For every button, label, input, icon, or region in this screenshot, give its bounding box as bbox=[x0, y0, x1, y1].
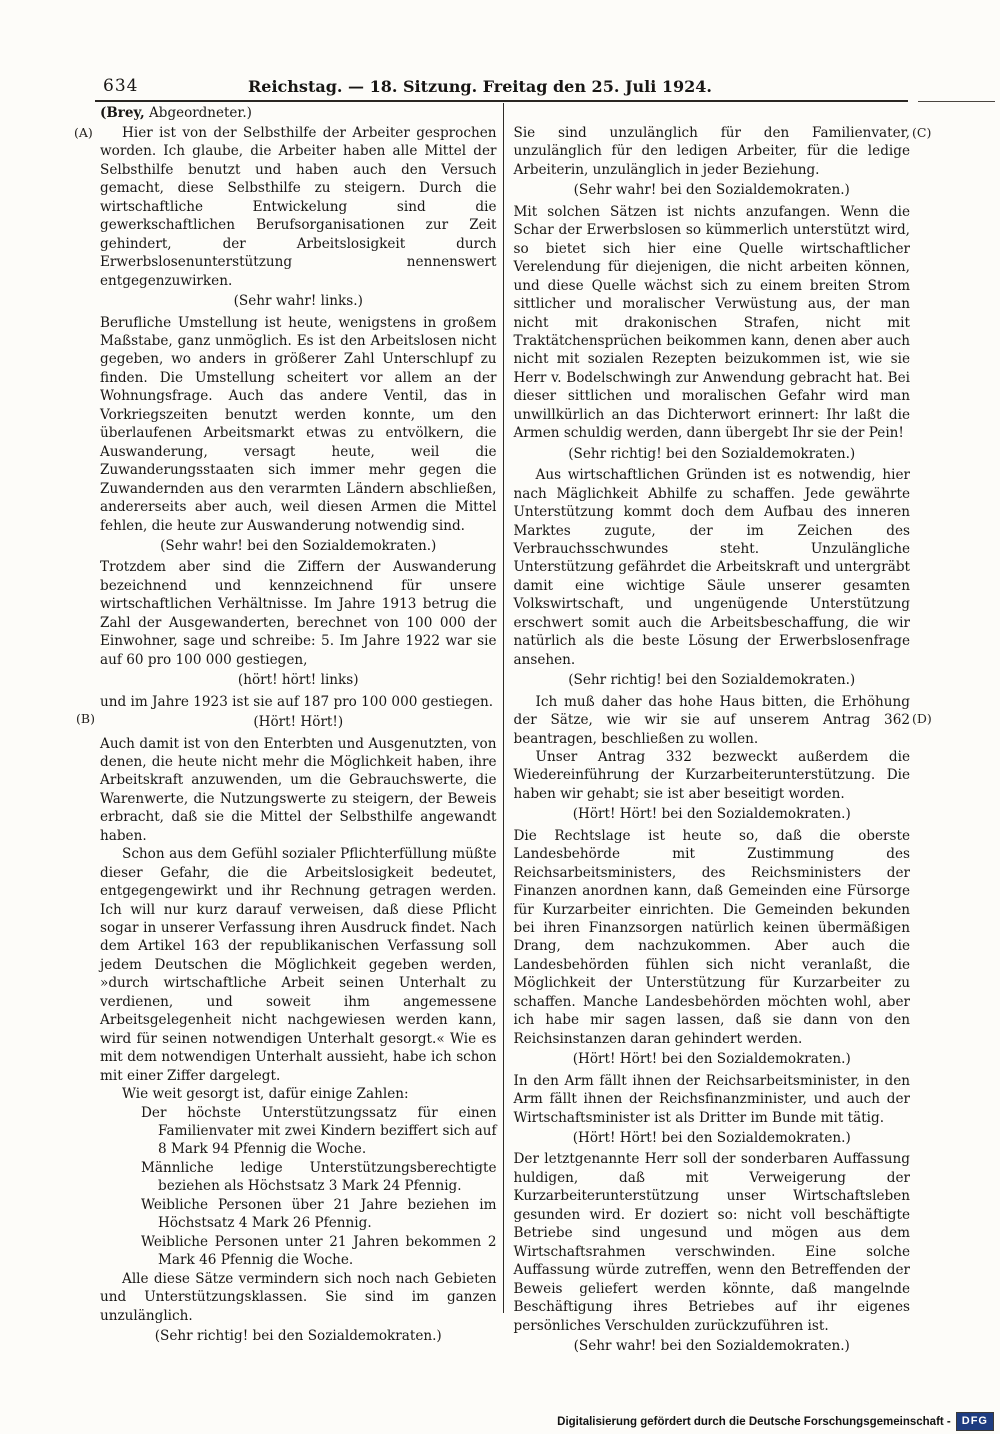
interjection: (Sehr wahr! bei den Sozialdemokraten.) bbox=[573, 182, 850, 199]
interjection: (Hört! Hört! bei den Sozialdemokraten.) bbox=[572, 1130, 851, 1147]
speaker-name: (Brey, bbox=[100, 105, 145, 121]
speech-paragraph: Trotzdem aber sind die Ziffern der Auswanderung bezeichnend und kennzeichnend für unsere wirtschaftlichen Verhältnisse. Im Jahre 1913 betrug die Zahl der Ausgewanderten, berechnet von 100 000 der Einwohner, sage und schreibe: 5. Im Jahre 1922 war sie auf 60 pro 100 000 gestiegen, bbox=[100, 559, 497, 668]
header-rule bbox=[95, 100, 908, 102]
speech-paragraph: Alle diese Sätze vermindern sich noch nach Gebieten und Unterstützungsklassen. Sie sind im ganzen unzulänglich. bbox=[100, 1270, 497, 1324]
speaker-line bbox=[100, 105, 252, 121]
benefit-rate-item: Weibliche Personen über 21 Jahre beziehen im Höchstsatz 4 Mark 26 Pfennig. bbox=[141, 1196, 497, 1232]
speech-paragraph: Sie sind unzulänglich für den Familienvater, unzulänglich für den ledigen Arbeiter, für die ledige Arbeiterin, unzulänglich in jeder Beziehung. bbox=[513, 125, 910, 178]
benefit-rate-item: Männliche ledige Unterstützungsberechtigte beziehen als Höchstsatz 3 Mark 24 Pfennig. bbox=[141, 1159, 497, 1195]
page-header-title: Reichstag. — 18. Sitzung. Freitag den 25. Juli 1924. bbox=[248, 77, 712, 96]
column-marker-c: (C) bbox=[912, 125, 932, 140]
interjection: (Sehr wahr! bei den Sozialdemokraten.) bbox=[573, 1338, 850, 1354]
speech-paragraph: Ich muß daher das hohe Haus bitten, die Erhöhung der Sätze, wie wir sie auf unserem Antrag 362 beantragen, beschließen zu wollen. bbox=[513, 693, 910, 747]
speech-paragraph: Hier ist von der Selbsthilfe der Arbeiter gesprochen worden. Ich glaube, die Arbeiter haben alle Mittel der Selbsthilfe benutzt und haben auch den Versuch gemacht, diese Selbsthilfe zu steigern. Durch die wirtschaftliche Entwickelung sind die gewerkschaftlichen Berufsorganisationen zur Zeit gehindert, der Arbeitslosigkeit durch Erwerbslosenunterstützung nennenswert entgegenzuwirken. bbox=[100, 125, 497, 289]
interjection: (Sehr wahr! links.) bbox=[233, 293, 363, 310]
interjection: (Sehr richtig! bei den Sozialdemokraten.) bbox=[568, 445, 856, 462]
header-rule-segment bbox=[918, 101, 995, 102]
interjection: (Hört! Hört! bei den Sozialdemokraten.) bbox=[572, 806, 851, 823]
interjection: (Sehr richtig! bei den Sozialdemokraten.) bbox=[154, 1328, 442, 1344]
dfg-logo: DFG bbox=[956, 1412, 994, 1431]
digitization-credit-text: Digitalisierung gefördert durch die Deutsche Forschungsgemeinschaft - bbox=[557, 1415, 951, 1428]
speech-paragraph: Die Rechtslage ist heute so, daß die oberste Landesbehörde mit Zustimmung des Reichsarbeitsministers, des Reichsministers der Finanzen anordnen kann, daß Gemeinden eine Fürsorge für Kurzarbeiter einrichten. Die Gemeinden bekunden bei ihren Finanzsorgen natürlich keinen übermäßigen Drang, dem nachzukommen. Aber auch die Landesbehörden fühlen sich nicht veranlaßt, die Möglichkeit der Unterstützung für Kurzarbeiter zu schaffen. Manche Landesbehörden möchten wohl, aber ich habe mir sagen lassen, daß sie dann von den Reichsinstanzen daran gehindert werden. bbox=[513, 827, 910, 1047]
interjection: (Hört! Hört! bei den Sozialdemokraten.) bbox=[572, 1051, 851, 1068]
benefit-rate-item: Weibliche Personen unter 21 Jahren bekommen 2 Mark 46 Pfennig die Woche. bbox=[141, 1233, 497, 1269]
speech-paragraph: Berufliche Umstellung ist heute, wenigstens in großem Maßstabe, ganz unmöglich. Es ist den Arbeitslosen nicht gegeben, wo anders in größerer Zahl Unterschlupf zu finden. Die Umstellung scheitert vor allem an der Wohnungsfrage. Auch das andere Ventil, das in Vorkriegszeiten benutzt werden konnte, um den überlaufenen Arbeitsmarkt etwas zu entvölkern, die Auswanderung, versagt heute, weil die Zuwanderungsstaaten sich immer mehr gegen die Zuwandernden aus den verarmten Ländern abschließen, andererseits aber auch, weil diesen Armen die Mittel fehlen, die heute zur Auswanderung notwendig sind. bbox=[100, 314, 497, 534]
page-number: 634 bbox=[103, 76, 139, 96]
speech-paragraph: Aus wirtschaftlichen Gründen ist es notwendig, hier nach Mäglichkeit Abhilfe zu schaffen. Jede gewährte Unterstützung kommt doch dem Aufbau des inneren Marktes zugute, der im Zeichen des Verbrauchsschwundes steht. Unzulängliche Unterstützung gefährdet die Arbeitskraft und untergräbt damit eine wichtige Säule unserer gesamten Volkswirtschaft, und ungenügende Unterstützung erschwert somit auch die Arbeitsbeschaffung, die wir natürlich als die beste Lösung der Erwerbslosenfrage ansehen. bbox=[513, 467, 910, 668]
speech-paragraph: Schon aus dem Gefühl sozialer Pflichterfüllung müßte dieser Gefahr, die die Arbeitslosigkeit bedeutet, entgegengewirkt und ihr Rechnung getragen werden. Ich will nur kurz darauf verweisen, daß diese Pflicht sogar in unserer Verfassung ihren Ausdruck findet. Nach dem Artikel 163 der republikanischen Verfassung soll jedem Deutschen die Möglichkeit gegeben werden, »durch wirtschaftliche Arbeit seinen Unterhalt zu verdienen, und soweit ihm angemessene Arbeitsgelegenheit nicht nachgewiesen werden kann, wird für seinen notwendigen Unterhalt gesorgt.« Wie es mit dem notwendigen Unterhalt aussieht, habe ich schon mit einer Ziffer dargelegt. bbox=[100, 846, 497, 1084]
benefit-rate-item: Der höchste Unterstützungssatz für einen Familienvater mit zwei Kindern beziffert sich auf 8 Mark 94 Pfennig die Woche. bbox=[141, 1104, 497, 1158]
column-marker-d: (D) bbox=[912, 711, 932, 726]
speech-paragraph: Mit solchen Sätzen ist nichts anzufangen. Wenn die Schar der Erwerbslosen so kümmerlich unterstützt wird, so bietet sich hier eine Quelle wirtschaftlicher Verelendung für diejenigen, die nicht arbeiten können, und diese Quelle wächst sich zu einem breiten Strom sittlicher und moralischer Verwüstung aus, der man nicht mit drakonischen Strafen, nicht mit Traktätchensprüchen beikommen kann, denen aber auch nicht mit sozialen Rezepten beizukommen ist, wie sie Herr v. Bodelschwingh zur Anwendung gebracht hat. Bei dieser sittlichen und moralischen Gefahr wird man unwillkürlich an das Dichterwort erinnert: Ihr laßt die Armen schuldig werden, dann übergebt Ihr sie der Pein! bbox=[513, 203, 910, 442]
speech-paragraph: Auch damit ist von den Enterbten und Ausgenutzten, von denen, die heute nicht mehr die Möglichkeit haben, ihre Arbeitskraft anzuwenden, um die Gebrauchswerte, die Warenwerte, die Nutzungswerte zu steigern, der Beweis erbracht, daß sie die Mittel der Selbsthilfe angewandt haben. bbox=[100, 735, 497, 844]
speech-paragraph: Der letztgenannte Herr soll der sonderbaren Auffassung huldigen, daß mit Verweigerung der Kurzarbeiterunterstützung unser Wirtschaftsleben gesunden wird. Er doziert so: nicht voll beschäftigte Betriebe sind ungesund und mögen aus dem Wirtschaftsrahmen verschwinden. Eine solche Auffassung würde zutreffen, wenn den Betreffenden der Beweis geliefert werden könnte, daß mangelnde Beschäftigung ihres Betriebes auf ihr eigenes persönliches Verschulden zurückzuführen ist. bbox=[513, 1151, 910, 1334]
interjection: (Hört! Hört!) bbox=[253, 714, 344, 731]
speaker-role: Abgeordneter.) bbox=[144, 105, 252, 121]
digitization-footer bbox=[557, 1412, 994, 1431]
interjection: (Sehr wahr! bei den Sozialdemokraten.) bbox=[160, 537, 437, 554]
right-column bbox=[504, 124, 911, 1358]
column-marker-a: (A) bbox=[74, 125, 93, 140]
interjection: (Sehr richtig! bei den Sozialdemokraten.) bbox=[568, 672, 856, 689]
column-marker-b: (B) bbox=[76, 711, 95, 726]
speech-paragraph: Unser Antrag 332 bezweckt außerdem die Wiedereinführung der Kurzarbeiterunterstützung. Die haben wir gehabt; sie ist aber beseitigt worden. bbox=[513, 748, 910, 802]
speech-paragraph: und im Jahre 1923 ist sie auf 187 pro 100 000 gestiegen. bbox=[100, 693, 494, 710]
speech-paragraph: In den Arm fällt ihnen der Reichsarbeitsminister, in den Arm fällt ihnen der Reichsfinanzminister, und auch der Wirtschaftsminister ist als Dritter im Bunde mit tätig. bbox=[513, 1072, 910, 1126]
text-columns bbox=[100, 124, 910, 1358]
interjection: (hört! hört! links) bbox=[237, 672, 359, 689]
speech-paragraph: Wie weit gesorgt ist, dafür einige Zahlen: bbox=[122, 1086, 409, 1103]
left-column bbox=[100, 124, 504, 1358]
